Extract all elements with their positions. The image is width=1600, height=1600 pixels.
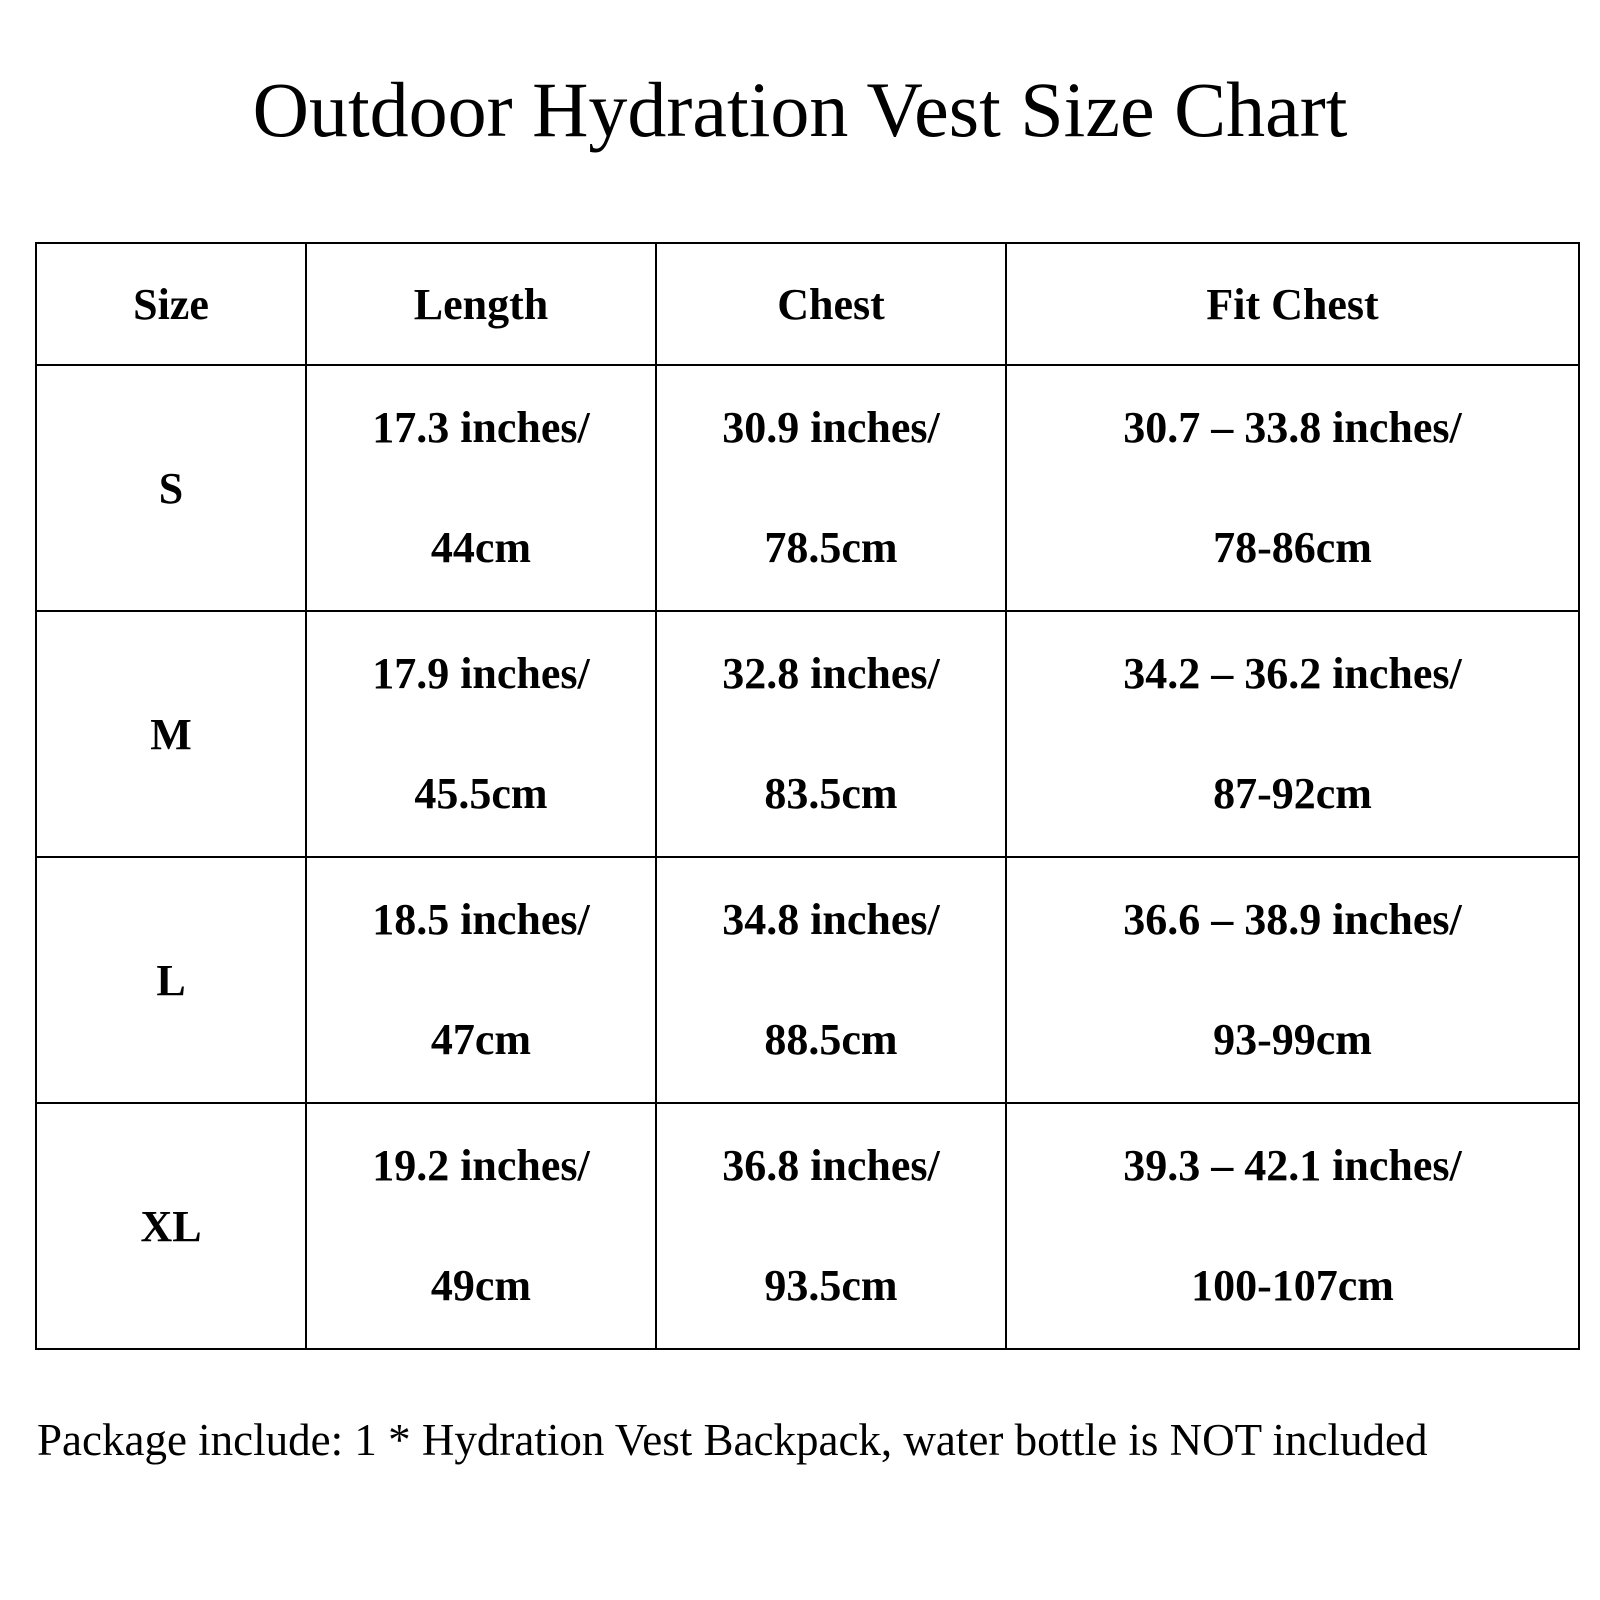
cell-chest bbox=[656, 1103, 1006, 1349]
chest-inches: 36.8 inches/ bbox=[722, 1141, 940, 1190]
table-row bbox=[36, 857, 1579, 1103]
header-chest: Chest bbox=[656, 243, 1006, 365]
chest-cm: 78.5cm bbox=[764, 523, 898, 572]
cell-size: M bbox=[36, 611, 306, 857]
fit-chest-inches: 39.3 – 42.1 inches/ bbox=[1123, 1141, 1462, 1190]
header-fit-chest: Fit Chest bbox=[1006, 243, 1579, 365]
header-size: Size bbox=[36, 243, 306, 365]
cell-length bbox=[306, 365, 656, 611]
header-length: Length bbox=[306, 243, 656, 365]
cell-length bbox=[306, 1103, 656, 1349]
table-header-row bbox=[36, 243, 1579, 365]
length-inches: 19.2 inches/ bbox=[372, 1141, 590, 1190]
chest-cm: 88.5cm bbox=[764, 1015, 898, 1064]
fit-chest-cm: 100-107cm bbox=[1191, 1261, 1394, 1310]
length-cm: 44cm bbox=[430, 523, 532, 572]
table-row bbox=[36, 611, 1579, 857]
length-inches: 18.5 inches/ bbox=[372, 895, 590, 944]
length-cm: 49cm bbox=[430, 1261, 532, 1310]
cell-size: S bbox=[36, 365, 306, 611]
cell-fit-chest bbox=[1006, 1103, 1579, 1349]
fit-chest-inches: 36.6 – 38.9 inches/ bbox=[1123, 895, 1462, 944]
chest-inches: 34.8 inches/ bbox=[722, 895, 940, 944]
chest-cm: 93.5cm bbox=[764, 1261, 898, 1310]
fit-chest-cm: 78-86cm bbox=[1213, 523, 1372, 572]
fit-chest-cm: 93-99cm bbox=[1213, 1015, 1372, 1064]
table-row bbox=[36, 1103, 1579, 1349]
page-title: Outdoor Hydration Vest Size Chart bbox=[252, 66, 1348, 153]
fit-chest-inches: 30.7 – 33.8 inches/ bbox=[1123, 403, 1462, 452]
cell-size: XL bbox=[36, 1103, 306, 1349]
length-cm: 45.5cm bbox=[414, 769, 548, 818]
cell-fit-chest bbox=[1006, 611, 1579, 857]
length-cm: 47cm bbox=[430, 1015, 532, 1064]
chest-inches: 30.9 inches/ bbox=[722, 403, 940, 452]
fit-chest-cm: 87-92cm bbox=[1213, 769, 1372, 818]
chest-cm: 83.5cm bbox=[764, 769, 898, 818]
size-chart-table bbox=[35, 242, 1580, 1350]
table-row bbox=[36, 365, 1579, 611]
length-inches: 17.9 inches/ bbox=[372, 649, 590, 698]
fit-chest-inches: 34.2 – 36.2 inches/ bbox=[1123, 649, 1462, 698]
cell-chest bbox=[656, 365, 1006, 611]
package-note: Package include: 1 * Hydration Vest Backpack, water bottle is NOT included bbox=[37, 1415, 1428, 1465]
cell-chest bbox=[656, 857, 1006, 1103]
chest-inches: 32.8 inches/ bbox=[722, 649, 940, 698]
cell-fit-chest bbox=[1006, 857, 1579, 1103]
cell-fit-chest bbox=[1006, 365, 1579, 611]
cell-length bbox=[306, 857, 656, 1103]
cell-length bbox=[306, 611, 656, 857]
cell-size: L bbox=[36, 857, 306, 1103]
cell-chest bbox=[656, 611, 1006, 857]
length-inches: 17.3 inches/ bbox=[372, 403, 590, 452]
